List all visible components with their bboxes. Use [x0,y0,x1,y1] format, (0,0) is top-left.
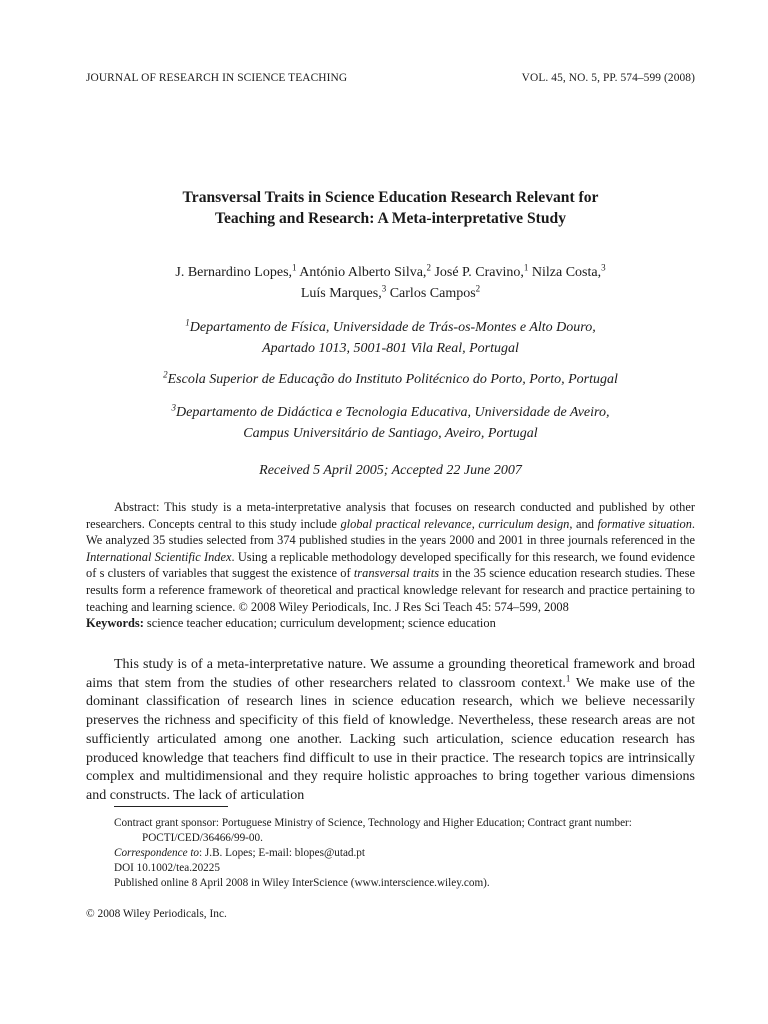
abstract-term: formative situation [597,516,692,531]
author-name: Carlos Campos [389,286,476,301]
affiliation-mark: 3 [171,402,177,413]
body-segment: We make use of the dominant classification of research lines in science education research, which we believe necessarily preserves the richness and specificity of this field of knowledge. Nevertheless, these research areas are not sufficiently articulated among one another. Lacking such articulation, science education research has produced knowledge that teachers find difficult to use in their practice. The research topics are intrinsically complex and multidimensional and they require holistic approaches to bring together various dimensions and constructs. The lack of articulation [86,675,695,803]
affiliation-line: Apartado 1013, 5001-801 Vila Real, Portugal [262,340,519,356]
affiliation-mark: 2 [163,369,168,380]
author-name: Nilza Costa, [531,265,602,280]
published-online: Published online 8 April 2008 in Wiley InterScience (www.interscience.wiley.com). [114,877,490,889]
abstract-text [86,499,695,615]
abstract-term: International Scientific Index [86,549,232,564]
abstract-segment: in the 35 science education research studies. These results form a reference framework of theoretical and practical knowledge relevant for research and practice pertaining to teaching and learning science. © 2008 Wiley Periodicals, Inc. J Res Sci Teach 45: 574–599, 2008 [86,566,695,614]
received-dates: Received 5 April 2005; Accepted 22 June 2007 [259,463,522,478]
affiliation-line: Departamento de Física, Universidade de Trás-os-Montes e Alto Douro, [189,320,596,335]
affiliation-2 [86,370,695,391]
author-affiliation-mark: 1 [292,262,297,273]
keywords-text: science teacher education; curriculum development; science education [143,616,496,631]
body-segment: This study is of a meta-interpretative nature. We assume a grounding theoretical framework and broad aims that stem from the studies of other researchers related to classroom context. [86,657,695,691]
body-paragraph [86,656,695,806]
abstract-segment: . We analyzed 35 studies selected from 374 published studies in the years 2000 and 2001 in three journals referenced in the [86,516,696,548]
grant-number: POCTI/CED/36466/99-00. [142,832,263,844]
copyright: © 2008 Wiley Periodicals, Inc. [86,908,227,920]
abstract-segment: , and [569,516,598,531]
author-name: J. Bernardino Lopes, [175,265,293,280]
affiliation-line: Departamento de Didáctica e Tecnologia Educativa, Universidade de Aveiro, [176,405,610,420]
grant-sponsor: Contract grant sponsor: Portuguese Ministry of Science, Technology and Higher Education; Contract grant number: [114,817,632,829]
journal-name: JOURNAL OF RESEARCH IN SCIENCE TEACHING [86,72,348,84]
author-line-2 [86,283,695,304]
correspondence-text: : J.B. Lopes; E-mail: blopes@utad.pt [199,847,366,859]
author-affiliation-mark: 3 [381,283,387,294]
affiliation-line: Escola Superior de Educação do Instituto Politécnico do Porto, Porto, Portugal [167,372,618,387]
author-affiliation-mark: 2 [475,283,481,294]
abstract [86,499,695,632]
affiliation-3 [86,403,695,444]
keywords-label: Keywords: [86,616,144,631]
author-name: José P. Cravino, [434,265,524,280]
correspondence-label: Correspondence to [114,847,200,859]
affiliation-mark: 1 [185,317,190,328]
abstract-segment: . Using a replicable methodology developed specifically for this research, we found evidence of s clusters of variables that suggest the existence of [86,549,695,581]
affiliation-line: Campus Universitário de Santiago, Aveiro, Portugal [243,425,538,441]
abstract-term: curriculum design [478,516,570,531]
author-list [86,262,695,304]
footnote-rule [114,806,228,807]
footnote-mark: 1 [565,673,571,684]
author-affiliation-mark: 1 [523,262,529,273]
author-affiliation-mark: 3 [601,262,606,273]
title-line-2: Teaching and Research: A Meta-interpretative Study [215,210,566,227]
correspondence [114,846,695,861]
author-affiliation-mark: 2 [426,262,431,273]
affiliation-1 [86,318,695,359]
body-text [86,656,695,806]
abstract-term: global practical relevance [340,516,472,531]
abstract-segment: Abstract: This study is a meta-interpretative analysis that focuses on research conducted and published by other researchers. Concepts central to this study include [86,500,695,531]
abstract-segment: , [471,516,479,531]
doi: DOI 10.1002/tea.20225 [114,862,220,874]
footnotes [114,816,695,891]
article-title [86,187,695,229]
volume-info: VOL. 45, NO. 5, PP. 574–599 (2008) [521,72,695,84]
abstract-term: transversal traits [353,566,440,581]
title-line-1: Transversal Traits in Science Education Research Relevant for [182,189,599,206]
author-name: António Alberto Silva, [299,265,427,280]
keywords [86,615,695,632]
author-line-1 [86,262,695,283]
author-name: Luís Marques, [300,286,382,301]
